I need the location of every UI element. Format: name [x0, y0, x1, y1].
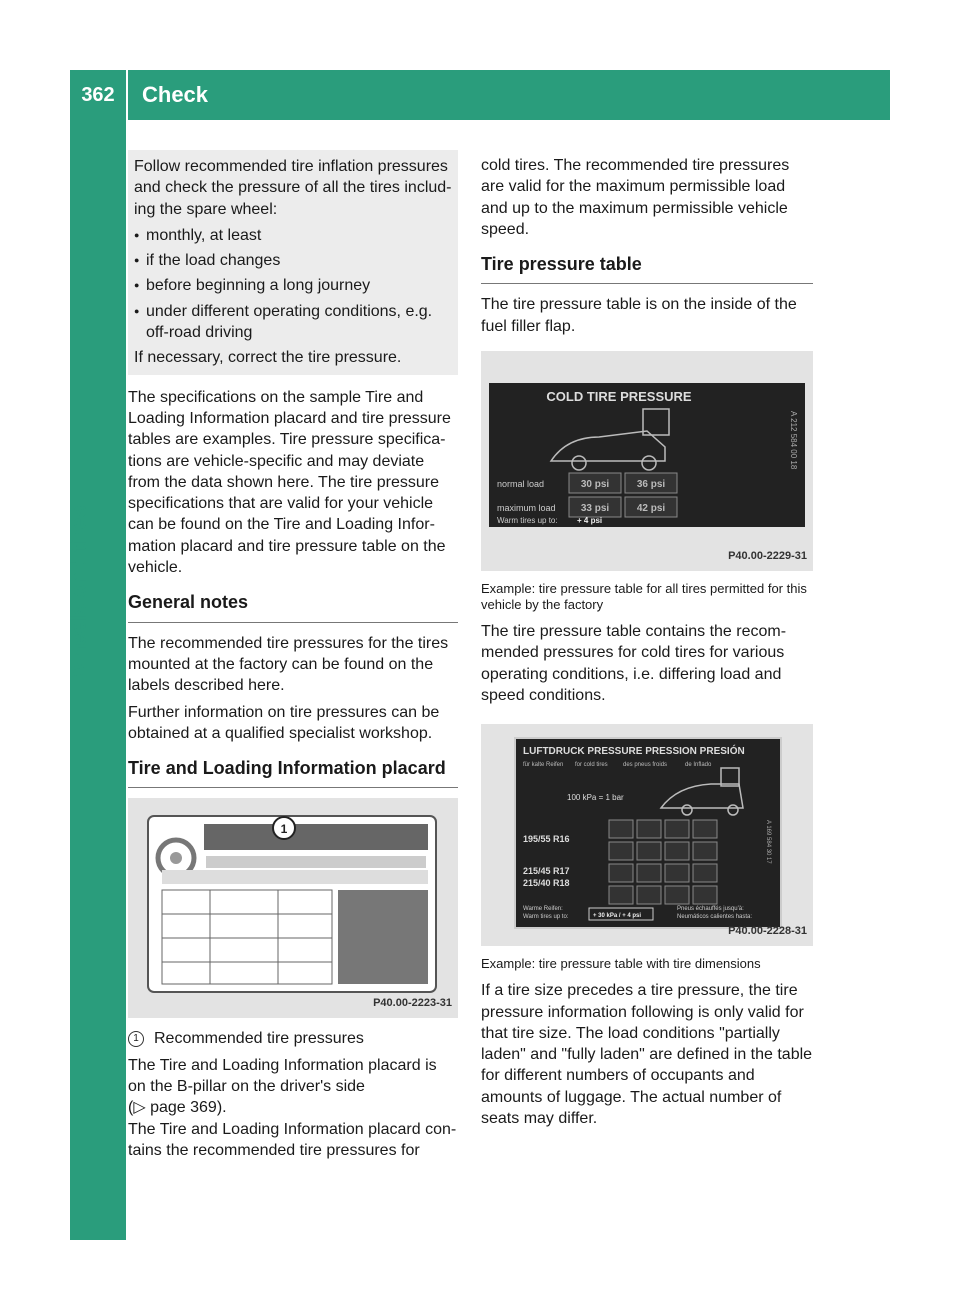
placard-location: The Tire and Loading Information placard is on the B-pillar on the driver's side [128, 1056, 437, 1096]
callout-legend [128, 1028, 458, 1049]
pressure-value: 30 psi [580, 479, 610, 491]
pressure-value: 42 psi [636, 503, 666, 515]
tire-size: 215/40 R18 [523, 878, 570, 889]
chapter-label: Wheels and tires [66, 505, 91, 680]
table-location-paragraph: The tire pressure table is on the inside of the fuel filler flap. [481, 296, 797, 335]
placard-content: The Tire and Loading Information placard con-tains the recommended tire pressures for [128, 1120, 457, 1159]
heading-tire-pressure-table: Tire pressure table [481, 254, 813, 284]
header-divider [126, 70, 128, 120]
placard-paragraph [128, 1055, 458, 1119]
figure-code: P40.00-2228-31 [728, 924, 807, 937]
note-box [128, 150, 458, 375]
tire-size: 215/45 R17 [523, 866, 570, 877]
label-subtitle: for cold tires [575, 762, 608, 769]
final-paragraph: If a tire size precedes a tire pressure, the tire pressure information following is only valid for that tire size. The load conditions "partially laden" and "fully laden" are defined in the table for different numbers of occupants and amounts of luggage. The actual number of seats may differ. [481, 982, 813, 1128]
callout-icon: 1 [128, 1031, 144, 1047]
left-column [128, 150, 458, 1166]
note-item: ● before beginning a long journey [134, 275, 452, 296]
label-subtitle: de Inflado [685, 762, 712, 769]
label-title: LUFTDRUCK PRESSURE PRESSION PRESIÓN [523, 746, 745, 758]
figure-code: P40.00-2223-31 [373, 997, 452, 1010]
section-title: Check [142, 82, 209, 107]
page-header [70, 70, 890, 120]
note-intro: Follow recommended tire inflation pressures and check the pressure of all the tires includ-ing the spare wheel: [134, 158, 452, 218]
heading-placard: Tire and Loading Information placard [128, 758, 458, 788]
label-subtitle: für kalte Reifen [523, 762, 564, 769]
label-subtitle: des pneus froids [623, 762, 668, 769]
warm-tires-value: + 4 psi [577, 516, 603, 526]
note-list [134, 225, 452, 343]
note-item: ● if the load changes [134, 250, 452, 271]
placard-figure [128, 798, 458, 1018]
tire-size: 195/55 R16 [523, 834, 570, 845]
pressure-value: 36 psi [636, 479, 666, 491]
cold-tire-pressure-label [481, 351, 813, 571]
part-number: A 169 584 30 17 [765, 820, 771, 864]
label-title: COLD TIRE PRESSURE [546, 389, 692, 405]
chapter-sidebar [70, 120, 126, 1240]
warm-tires-label: Warm tires up to: [497, 516, 558, 526]
luftdruck-label [481, 724, 813, 946]
note-item: ● monthly, at least [134, 225, 452, 246]
placard-illustration [128, 798, 458, 1018]
row-normal-load: normal load [497, 479, 545, 490]
table-content-paragraph: The tire pressure table contains the recom-mended pressures for cold tires for various operating conditions, i.e. differing load and speed conditions. [481, 623, 787, 704]
figure-caption-2: Example: tire pressure table with tire dimensions [481, 956, 761, 972]
right-column [481, 155, 813, 1134]
general-paragraph-1: The recommended tire pressures for the tires mounted at the factory can be found on the labels described here. [128, 634, 449, 695]
continued-paragraph: cold tires. The recommended tire pressures are valid for the maximum permissible load and up to the maximum permissible vehicle speed. [481, 157, 790, 238]
pressure-table-figure-2 [481, 724, 813, 946]
warm-tires-en: Warm tires up to: [523, 914, 569, 921]
figure-code: P40.00-2229-31 [728, 549, 807, 562]
note-outro: If necessary, correct the tire pressure. [134, 349, 402, 367]
figure-caption-1: Example: tire pressure table for all tires permitted for this vehicle by the factory [481, 581, 807, 613]
pressure-value: 33 psi [580, 503, 610, 515]
warm-tires-es: Neumáticos calientes hasta: [677, 914, 753, 921]
callout-text: Recommended tire pressures [154, 1030, 364, 1048]
unit-conversion: 100 kPa = 1 bar [567, 793, 624, 803]
intro-paragraph: The specifications on the sample Tire and Loading Information placard and tire pressure tables are examples. Tire pressure specifica-tions are vehicle-specific and may deviate from the data shown here. The tire pressure specifications that are valid for your vehicle can be found on the Tire and Loading Infor-mation placard and tire pressure table on the vehicle. [128, 388, 451, 577]
warm-tires-fr: Pneus échauffés jusqu'à: [677, 906, 744, 913]
part-number: A 212 584 00 18 [789, 411, 798, 470]
warm-tires-de: Warme Reifen: [523, 906, 563, 913]
page-number: 362 [81, 83, 115, 106]
heading-general-notes: General notes [128, 592, 458, 622]
note-item: ● under different operating conditions, e.g. off-road driving [134, 301, 452, 344]
callout-marker: 1 [280, 822, 288, 837]
general-paragraph-2: Further information on tire pressures can be obtained at a qualified specialist workshop. [128, 703, 440, 742]
row-maximum-load: maximum load [497, 503, 556, 514]
warm-tires-value: + 30 kPa / + 4 psi [593, 913, 642, 920]
pressure-table-figure-1 [481, 351, 813, 571]
page-reference[interactable]: (▷ page 369). [128, 1099, 227, 1117]
